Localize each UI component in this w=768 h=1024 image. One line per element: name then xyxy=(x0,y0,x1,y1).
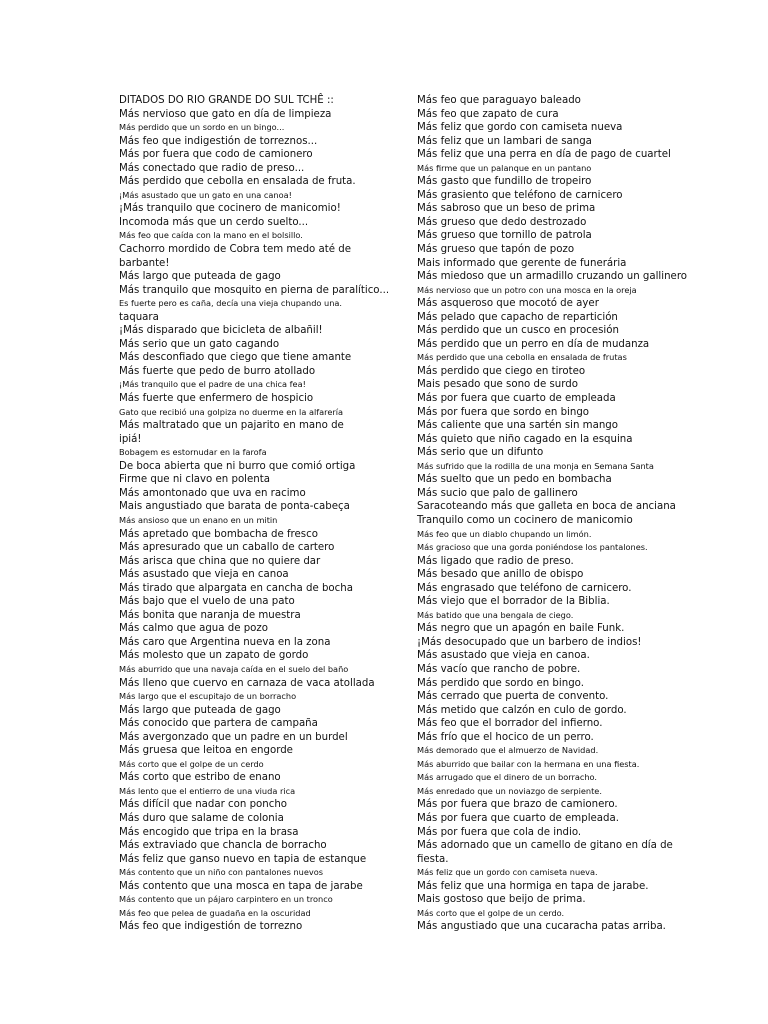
saying-line: ipiá! xyxy=(119,433,142,445)
saying-line: Más nervioso que un potro con una mosca en la oreja xyxy=(417,284,637,295)
saying-line: Bobagem es estornudar en la farofa xyxy=(119,447,267,458)
saying-line: Más perdido que sordo en bingo. xyxy=(417,677,584,689)
saying-line: Gato que recibió una golpiza no duerme en la alfarería xyxy=(119,406,344,417)
saying-line: Más por fuera que cuarto de empleada xyxy=(417,393,616,405)
saying-line: Más feliz que un gordo con camiseta nueva. xyxy=(417,867,598,878)
saying-line: Más feliz que una perra en día de pago de cuartel xyxy=(417,149,671,161)
saying-line: Más pelado que capacho de repartición xyxy=(417,311,618,323)
saying-line: Incomoda más que un cerdo suelto... xyxy=(119,216,309,228)
saying-line: Más aburrido que bailar con la hermana en una fiesta. xyxy=(417,758,640,769)
saying-line: Es fuerte pero es caña, decía una vieja chupando una. xyxy=(119,298,343,309)
saying-line: Firme que ni clavo en polenta xyxy=(119,474,270,486)
saying-line: Más por fuera que cuarto de empleada. xyxy=(417,812,619,824)
saying-line: Más molesto que un zapato de gordo xyxy=(119,650,309,662)
saying-line: Más grueso que dedo destrozado xyxy=(417,216,587,228)
saying-line: Más besado que anillo de obispo xyxy=(417,569,584,581)
saying-line: Más maltratado que un pajarito en mano de xyxy=(119,420,344,432)
saying-line: Más por fuera que brazo de camionero. xyxy=(417,799,618,811)
saying-line: Más perdido que un cusco en procesión xyxy=(417,325,619,337)
saying-line: Más ligado que radio de preso. xyxy=(417,555,574,567)
saying-line: Más metido que calzón en culo de gordo. xyxy=(417,704,627,716)
saying-line: Mais angustiado que barata de ponta-cabeça xyxy=(119,501,350,513)
saying-line: Más grueso que tapón de pozo xyxy=(417,244,575,256)
saying-line: Más frío que el hocico de un perro. xyxy=(417,731,594,743)
saying-line: Más adornado que un camello de gitano en día de xyxy=(417,840,673,852)
saying-line: Más asqueroso que mocotó de ayer xyxy=(417,298,599,310)
saying-line: De boca abierta que ni burro que comió ortiga xyxy=(119,460,356,472)
saying-line: Más contento que un pájaro carpintero en un tronco xyxy=(119,894,333,905)
saying-line: Más corto que el golpe de un cerdo xyxy=(119,758,264,769)
saying-line: Más sabroso que un beso de prima xyxy=(417,203,596,215)
saying-line: Más feo que zapato de cura xyxy=(417,108,559,120)
saying-line: Más demorado que el almuerzo de Navidad. xyxy=(417,745,599,756)
saying-line: Más viejo que el borrador de la Biblia. xyxy=(417,596,610,608)
saying-line: ¡Más tranquilo que cocinero de manicomio! xyxy=(119,203,341,215)
saying-line: Más asustado que vieja en canoa. xyxy=(417,650,590,662)
saying-line: Más feo que pelea de guadaña en la oscuridad xyxy=(119,907,311,918)
saying-line: ¡Más asustado que un gato en una canoa! xyxy=(119,189,292,200)
saying-line: Más duro que salame de colonia xyxy=(119,812,284,824)
saying-line: Más largo que puteada de gago xyxy=(119,271,281,283)
saying-line: Más perdido que un perro en día de mudanza xyxy=(417,338,650,350)
saying-line: Más bonita que naranja de muestra xyxy=(119,609,301,621)
saying-line: Más perdido que un sordo en un bingo... xyxy=(119,122,285,133)
saying-line: Más suelto que un pedo en bombacha xyxy=(417,474,612,486)
saying-line: Más cerrado que puerta de convento. xyxy=(417,691,609,703)
saying-line: Más largo que el escupitajo de un borracho xyxy=(119,691,297,702)
saying-line: barbante! xyxy=(119,257,170,269)
saying-line: Saracoteando más que galleta en boca de anciana xyxy=(417,501,676,513)
saying-line: Más bajo que el vuelo de una pato xyxy=(119,596,295,608)
saying-line: Más encogido que tripa en la brasa xyxy=(119,826,299,838)
saying-line: Más feo que el borrador del infierno. xyxy=(417,718,603,730)
saying-line: Más tranquilo que mosquito en pierna de paralítico... xyxy=(119,284,390,296)
saying-line: Más engrasado que teléfono de carnicero. xyxy=(417,582,632,594)
saying-line: Más feliz que una hormiga en tapa de jarabe. xyxy=(417,880,649,892)
saying-line: ¡Más tranquilo que el padre de una chica fea! xyxy=(119,379,306,390)
saying-line: Más feliz que un lambari de sanga xyxy=(417,135,592,147)
saying-line: Más batido que una bengala de ciego. xyxy=(417,609,574,620)
saying-line: Más negro que un apagón en baile Funk. xyxy=(417,623,625,635)
saying-line: Más conectado que radio de preso... xyxy=(119,162,305,174)
saying-line: Más asustado que vieja en canoa xyxy=(119,569,289,581)
saying-line: Más por fuera que codo de camionero xyxy=(119,149,313,161)
saying-line: Mais informado que gerente de funerária xyxy=(417,257,627,269)
saying-line: Más sucio que palo de gallinero xyxy=(417,487,578,499)
saying-line: Más tirado que alpargata en cancha de bocha xyxy=(119,582,353,594)
saying-line: Más por fuera que sordo en bingo xyxy=(417,406,590,418)
saying-line: Más perdido que una cebolla en ensalada de frutas xyxy=(417,352,627,363)
saying-line: Más amontonado que uva en racimo xyxy=(119,487,306,499)
saying-line: Más perdido que cebolla en ensalada de fruta. xyxy=(119,176,356,188)
saying-line: Más feliz que ganso nuevo en tapia de estanque xyxy=(119,853,367,865)
saying-line: Más contento que un niño con pantalones nuevos xyxy=(119,867,324,878)
saying-line: Más angustiado que una cucaracha patas arriba. xyxy=(417,921,666,933)
saying-line: Más serio que un gato cagando xyxy=(119,338,280,350)
saying-line: Más feliz que gordo con camiseta nueva xyxy=(417,122,623,134)
saying-line: taquara xyxy=(119,311,159,323)
saying-line: DITADOS DO RIO GRANDE DO SUL TCHÊ :: xyxy=(119,95,334,106)
saying-line: fiesta. xyxy=(417,853,449,865)
saying-line: Más corto que estribo de enano xyxy=(119,772,281,784)
saying-line: Más caliente que una sartén sin mango xyxy=(417,420,618,432)
saying-line: Mais gostoso que beijo de prima. xyxy=(417,894,586,906)
saying-line: Más largo que puteada de gago xyxy=(119,704,281,716)
saying-line: Más vacío que rancho de pobre. xyxy=(417,663,581,675)
saying-line: Más difícil que nadar con poncho xyxy=(119,799,288,811)
saying-line: Más gasto que fundillo de tropeiro xyxy=(417,176,592,188)
saying-line: Más gracioso que una gorda poniéndose los pantalones. xyxy=(417,542,648,553)
saying-line: Más feo que indigestión de torreznos... xyxy=(119,135,318,147)
saying-line: Más conocido que partera de campaña xyxy=(119,718,318,730)
saying-line: Más arrugado que el dinero de un borracho. xyxy=(417,772,597,783)
saying-line: Más apresurado que un caballo de cartero xyxy=(119,542,335,554)
saying-line: Más sufrido que la rodilla de una monja en Semana Santa xyxy=(417,460,654,471)
saying-line: Más aburrido que una navaja caída en el suelo del baño xyxy=(119,663,349,674)
saying-line: Más extraviado que chancla de borracho xyxy=(119,840,327,852)
left-column xyxy=(119,94,404,934)
saying-line: Más feo que paraguayo baleado xyxy=(417,95,581,106)
saying-line: ¡Más desocupado que un barbero de indios! xyxy=(417,636,642,648)
saying-line: Más avergonzado que un padre en un burdel xyxy=(119,731,348,743)
saying-line: Más ansioso que un enano en un mitin xyxy=(119,514,278,525)
saying-line: Más lleno que cuervo en carnaza de vaca atollada xyxy=(119,677,375,689)
saying-line: Más calmo que agua de pozo xyxy=(119,623,268,635)
saying-line: Mais pesado que sono de surdo xyxy=(417,379,578,391)
saying-line: Más nervioso que gato en día de limpieza xyxy=(119,108,332,120)
saying-line: Más firme que un palanque en un pantano xyxy=(417,162,592,173)
right-column xyxy=(417,94,717,934)
saying-line: Más feo que indigestión de torrezno xyxy=(119,921,303,933)
saying-line: Más serio que un difunto xyxy=(417,447,544,459)
saying-line: Más miedoso que un armadillo cruzando un gallinero xyxy=(417,271,688,283)
saying-line: Cachorro mordido de Cobra tem medo até de xyxy=(119,244,351,256)
saying-line: Más arisca que china que no quiere dar xyxy=(119,555,321,567)
saying-line: Más fuerte que enfermero de hospicio xyxy=(119,393,314,405)
saying-line: Más quieto que niño cagado en la esquina xyxy=(417,433,633,445)
saying-line: Más desconfiado que ciego que tiene amante xyxy=(119,352,352,364)
saying-line: Tranquilo como un cocinero de manicomio xyxy=(417,514,633,526)
saying-line: ¡Más disparado que bicicleta de albañil! xyxy=(119,325,323,337)
saying-line: Más por fuera que cola de indio. xyxy=(417,826,582,838)
saying-line: Más feo que un diablo chupando un limón. xyxy=(417,528,592,539)
saying-line: Más feo que caída con la mano en el bolsillo. xyxy=(119,230,303,241)
saying-line: Más fuerte que pedo de burro atollado xyxy=(119,365,316,377)
saying-line: Más corto que el golpe de un cerdo. xyxy=(417,907,565,918)
saying-line: Más gruesa que leitoa en engorde xyxy=(119,745,293,757)
saying-line: Más enredado que un noviazgo de serpiente. xyxy=(417,785,602,796)
saying-line: Más grueso que tornillo de patrola xyxy=(417,230,592,242)
saying-line: Más grasiento que teléfono de carnicero xyxy=(417,189,623,201)
saying-line: Más perdido que ciego en tiroteo xyxy=(417,365,586,377)
saying-line: Más caro que Argentina nueva en la zona xyxy=(119,636,331,648)
saying-line: Más apretado que bombacha de fresco xyxy=(119,528,318,540)
saying-line: Más lento que el entierro de una viuda rica xyxy=(119,785,296,796)
saying-line: Más contento que una mosca en tapa de jarabe xyxy=(119,880,363,892)
